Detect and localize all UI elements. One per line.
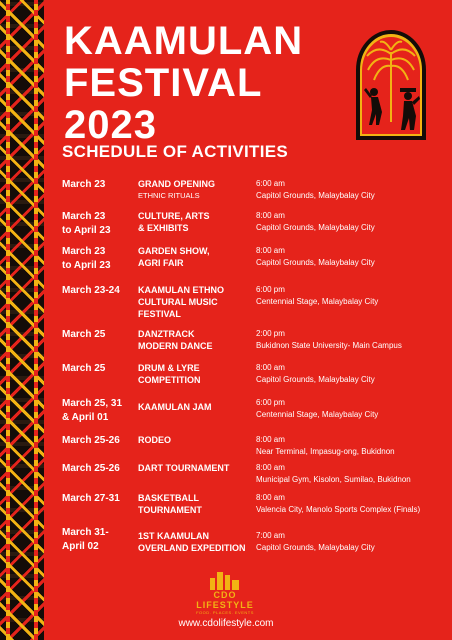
skyline-icon bbox=[208, 570, 242, 590]
event-venue: 8:00 am Capitol Grounds, Malaybalay City bbox=[256, 246, 375, 267]
event-date: March 25 bbox=[62, 329, 106, 340]
event-venue: 8:00 am Capitol Grounds, Malaybalay City bbox=[256, 211, 375, 232]
schedule-row bbox=[0, 526, 452, 566]
schedule-row bbox=[0, 362, 452, 402]
event-date: March 31- April 02 bbox=[62, 527, 109, 552]
website-link[interactable]: www.cdolifestyle.com bbox=[178, 618, 274, 629]
event-date: March 23 to April 23 bbox=[62, 246, 111, 271]
event-venue: 7:00 am Capitol Grounds, Malaybalay City bbox=[256, 531, 375, 552]
event-subtitle: ETHNIC RITUALS bbox=[138, 191, 200, 200]
brand-name: CDO LIFESTYLE bbox=[196, 590, 254, 610]
event-venue: 8:00 am Near Terminal, Impasug-ong, Bukidnon bbox=[256, 435, 395, 456]
schedule-row bbox=[0, 245, 452, 285]
event-venue: 8:00 am Capitol Grounds, Malaybalay City bbox=[256, 363, 375, 384]
event-date: March 25-26 bbox=[62, 463, 120, 474]
title-line-3: 2023 bbox=[64, 103, 157, 147]
schedule-row bbox=[0, 210, 452, 250]
brand-tagline: FOOD. PLACES. EVENTS bbox=[196, 610, 254, 615]
event-venue: 6:00 pm Centennial Stage, Malaybalay City bbox=[256, 398, 379, 419]
event-date: March 23 to April 23 bbox=[62, 211, 111, 236]
event-venue: 8:00 am Municipal Gym, Kisolon, Sumilao, Bukidnon bbox=[256, 463, 411, 484]
event-name: KAAMULAN JAM bbox=[138, 402, 212, 412]
event-name: CULTURE, ARTS & EXHIBITS bbox=[138, 211, 210, 233]
event-date: March 25 bbox=[62, 363, 106, 374]
cdo-lifestyle-logo bbox=[185, 570, 265, 615]
event-name: DANZTRACK MODERN DANCE bbox=[138, 329, 213, 351]
event-name: GARDEN SHOW, AGRI FAIR bbox=[138, 246, 210, 268]
title-line-1: KAAMULAN bbox=[64, 19, 304, 63]
title-line-2: FESTIVAL bbox=[64, 61, 263, 105]
event-name: GRAND OPENING ETHNIC RITUALS bbox=[138, 178, 252, 202]
festival-title bbox=[64, 20, 303, 146]
kaamulan-logo bbox=[352, 30, 430, 140]
schedule-row bbox=[0, 397, 452, 437]
event-name: 1ST KAAMULAN OVERLAND EXPEDITION bbox=[138, 531, 246, 553]
event-venue: 8:00 am Valencia City, Manolo Sports Complex (Finals) bbox=[256, 493, 421, 514]
event-date: March 27-31 bbox=[62, 493, 120, 504]
event-date: March 23-24 bbox=[62, 285, 120, 296]
event-venue: 6:00 am Capitol Grounds, Malaybalay City bbox=[256, 179, 375, 200]
event-name: KAAMULAN ETHNO CULTURAL MUSIC FESTIVAL bbox=[138, 285, 224, 319]
event-name: BASKETBALL TOURNAMENT bbox=[138, 493, 202, 515]
event-venue: 6:00 pm Centennial Stage, Malaybalay City bbox=[256, 285, 379, 306]
event-name: DART TOURNAMENT bbox=[138, 463, 230, 473]
event-date: March 25, 31 & April 01 bbox=[62, 398, 123, 423]
event-date: March 23 bbox=[62, 179, 106, 190]
event-name: RODEO bbox=[138, 435, 172, 445]
schedule-row bbox=[0, 284, 452, 324]
event-date: March 25-26 bbox=[62, 435, 120, 446]
schedule-heading: SCHEDULE OF ACTIVITIES bbox=[62, 142, 289, 161]
event-name: DRUM & LYRE COMPETITION bbox=[138, 363, 201, 385]
event-venue: 2:00 pm Bukidnon State University- Main Campus bbox=[256, 329, 402, 350]
